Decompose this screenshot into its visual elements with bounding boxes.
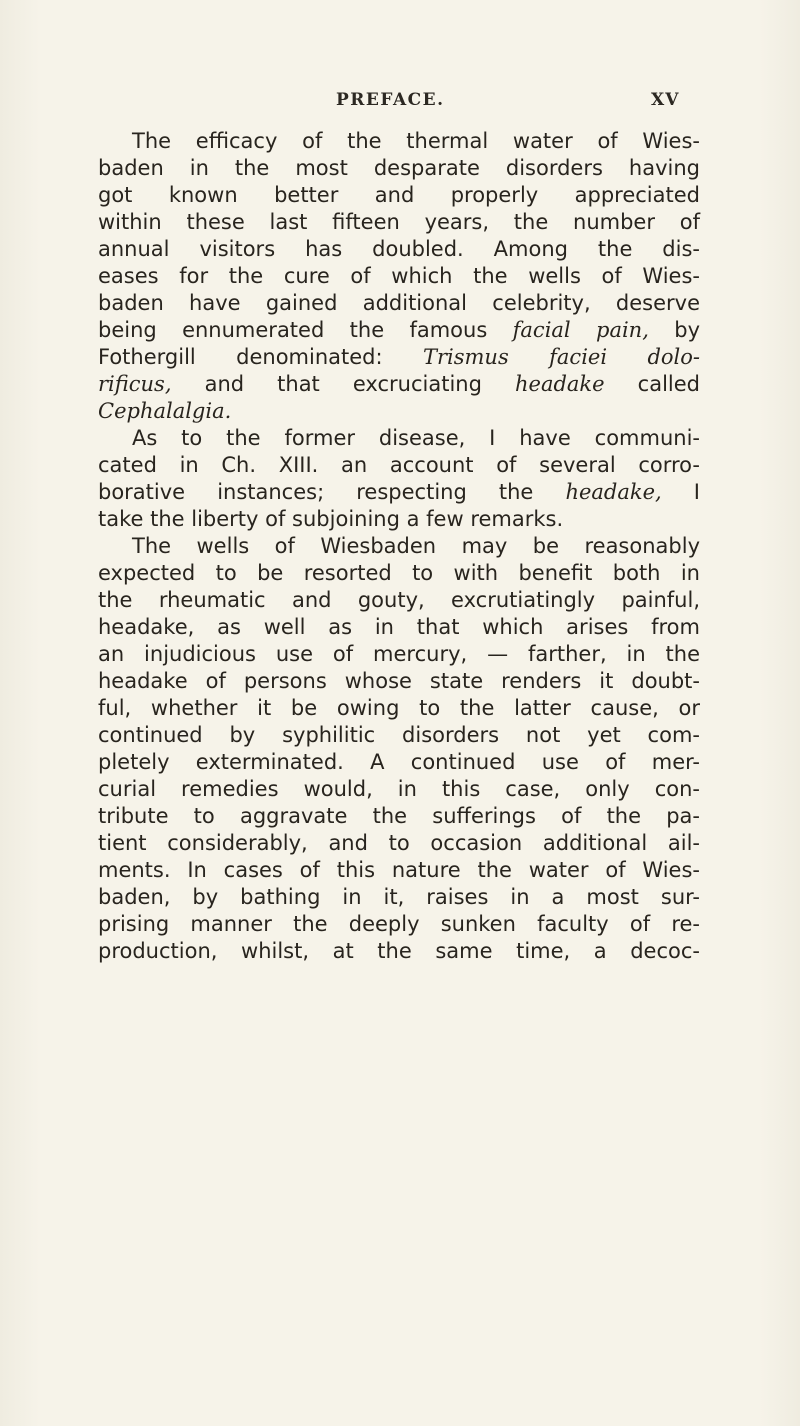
text-line: the rheumatic and gouty, excrutiatingly painful, bbox=[98, 588, 700, 612]
text-line: got known better and properly appreciated bbox=[98, 183, 700, 207]
text-line: pletely exterminated. A continued use of mer- bbox=[98, 750, 700, 774]
text-line: prising manner the deeply sunken faculty of re- bbox=[98, 912, 700, 936]
text-line: headake, as well as in that which arises from bbox=[98, 615, 700, 639]
running-head: PREFACE. bbox=[336, 90, 445, 110]
text-line: baden, by bathing in it, raises in a most sur- bbox=[98, 885, 700, 909]
text-line: borative instances; respecting the headake, I bbox=[98, 480, 701, 504]
text-line: rificus, and that excruciating headake called bbox=[98, 372, 700, 396]
text-line: As to the former disease, I have communi- bbox=[132, 426, 700, 450]
text-line: curial remedies would, in this case, only con- bbox=[98, 777, 700, 801]
text-line: annual visitors has doubled. Among the dis- bbox=[98, 237, 700, 261]
page-header bbox=[0, 90, 800, 114]
text-line: baden have gained additional celebrity, deserve bbox=[98, 291, 700, 315]
text-line: Cephalalgia. bbox=[98, 399, 232, 423]
text-line: The wells of Wiesbaden may be reasonably bbox=[132, 534, 700, 558]
text-line: production, whilst, at the same time, a decoc- bbox=[98, 939, 700, 963]
text-line: headake of persons whose state renders it doubt- bbox=[98, 669, 700, 693]
text-line: take the liberty of subjoining a few remarks. bbox=[98, 507, 564, 531]
text-line: tient considerably, and to occasion additional ail- bbox=[98, 831, 700, 855]
text-line: eases for the cure of which the wells of Wies- bbox=[98, 264, 700, 288]
text-line: tribute to aggravate the sufferings of the pa- bbox=[98, 804, 700, 828]
text-line: The efficacy of the thermal water of Wies- bbox=[132, 129, 700, 153]
text-line: Fothergill denominated: Trismus faciei dolo- bbox=[98, 345, 700, 369]
text-line: ful, whether it be owing to the latter cause, or bbox=[98, 696, 700, 720]
text-line: continued by syphilitic disorders not yet com- bbox=[98, 723, 700, 747]
page-number: XV bbox=[651, 90, 680, 110]
text-line: being ennumerated the famous facial pain, by bbox=[98, 318, 701, 342]
text-line: baden in the most desparate disorders having bbox=[98, 156, 700, 180]
text-line: ments. In cases of this nature the water of Wies- bbox=[98, 858, 700, 882]
text-line: an injudicious use of mercury, — farther, in the bbox=[98, 642, 700, 666]
body-text bbox=[98, 128, 700, 965]
text-line: expected to be resorted to with benefit both in bbox=[98, 561, 700, 585]
text-line: within these last fifteen years, the number of bbox=[98, 210, 700, 234]
text-line: cated in Ch. XIII. an account of several corro- bbox=[98, 453, 700, 477]
